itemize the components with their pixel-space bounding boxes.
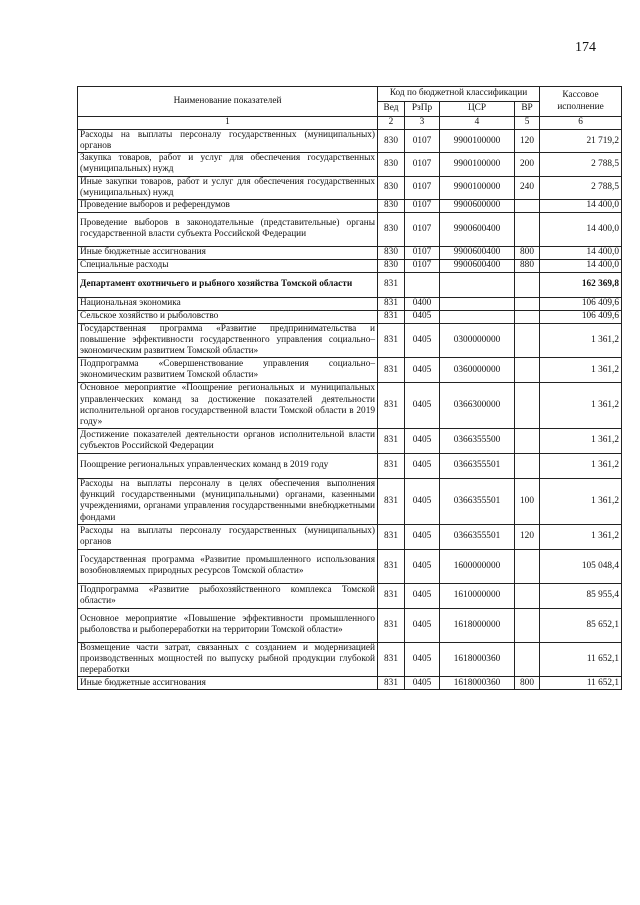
row-rzpr: 0405	[405, 358, 440, 383]
row-rzpr: 0405	[405, 383, 440, 429]
row-amount: 85 652,1	[540, 608, 622, 642]
row-ved: 831	[378, 549, 405, 583]
row-ved: 831	[378, 297, 405, 310]
row-name: Достижение показателей деятельности органов исполнительной власти субъектов Российской Федерации	[78, 429, 378, 454]
table-header	[78, 87, 622, 130]
table-row	[78, 454, 622, 479]
row-vr	[515, 212, 540, 246]
header-cash-execution: Кассовое исполнение	[540, 87, 622, 117]
budget-table	[77, 86, 622, 690]
row-amount: 1 361,2	[540, 479, 622, 525]
col-number: 6	[540, 117, 622, 130]
row-csr: 1600000000	[440, 549, 515, 583]
row-rzpr: 0405	[405, 583, 440, 608]
row-amount: 2 788,5	[540, 153, 622, 176]
row-vr: 240	[515, 176, 540, 199]
row-rzpr: 0405	[405, 524, 440, 549]
row-amount: 106 409,6	[540, 310, 622, 323]
row-amount: 14 400,0	[540, 259, 622, 272]
row-vr	[515, 383, 540, 429]
row-ved: 831	[378, 677, 405, 690]
row-csr: 1618000360	[440, 677, 515, 690]
row-csr: 9900100000	[440, 130, 515, 153]
row-rzpr: 0405	[405, 608, 440, 642]
row-amount: 21 719,2	[540, 130, 622, 153]
table-row	[78, 130, 622, 153]
header-csr: ЦСР	[440, 102, 515, 117]
row-rzpr: 0107	[405, 246, 440, 259]
row-name: Подпрограмма «Совершенствование управления социально–экономическим развитием Томской области»	[78, 358, 378, 383]
row-vr	[515, 429, 540, 454]
row-ved: 831	[378, 524, 405, 549]
row-csr: 1618000360	[440, 642, 515, 676]
table-row	[78, 524, 622, 549]
row-csr: 0366300000	[440, 383, 515, 429]
row-amount: 162 369,8	[540, 272, 622, 297]
row-vr: 120	[515, 130, 540, 153]
row-ved: 831	[378, 454, 405, 479]
row-vr: 800	[515, 246, 540, 259]
row-amount: 85 955,4	[540, 583, 622, 608]
row-ved: 831	[378, 642, 405, 676]
row-amount: 11 652,1	[540, 677, 622, 690]
row-name: Департамент охотничьего и рыбного хозяйства Томской области	[78, 272, 378, 297]
table-row	[78, 479, 622, 525]
row-amount: 1 361,2	[540, 358, 622, 383]
header-vr: ВР	[515, 102, 540, 117]
row-vr: 800	[515, 677, 540, 690]
row-amount: 11 652,1	[540, 642, 622, 676]
header-indicator: Наименование показателей	[78, 87, 378, 117]
row-ved: 831	[378, 479, 405, 525]
row-rzpr: 0107	[405, 176, 440, 199]
col-number: 5	[515, 117, 540, 130]
row-csr: 9900600400	[440, 246, 515, 259]
table-row	[78, 259, 622, 272]
row-name: Национальная экономика	[78, 297, 378, 310]
table-body	[78, 130, 622, 690]
row-name: Поощрение региональных управленческих команд в 2019 году	[78, 454, 378, 479]
row-ved: 830	[378, 153, 405, 176]
row-vr	[515, 358, 540, 383]
col-number: 4	[440, 117, 515, 130]
row-ved: 831	[378, 608, 405, 642]
row-name: Государственная программа «Развитие промышленного использования возобновляемых природных ресурсов Томской области»	[78, 549, 378, 583]
page-number: 174	[575, 40, 596, 55]
row-vr: 200	[515, 153, 540, 176]
row-amount: 14 400,0	[540, 212, 622, 246]
table-row	[78, 583, 622, 608]
col-number: 3	[405, 117, 440, 130]
table-row	[78, 176, 622, 199]
row-name: Проведение выборов в законодательные (представительные) органы государственной власти субъекта Российской Федерации	[78, 212, 378, 246]
row-ved: 831	[378, 323, 405, 357]
row-vr	[515, 549, 540, 583]
table-row	[78, 677, 622, 690]
table-row	[78, 246, 622, 259]
row-vr	[515, 608, 540, 642]
row-name: Сельское хозяйство и рыболовство	[78, 310, 378, 323]
row-rzpr: 0405	[405, 323, 440, 357]
row-csr: 0366355501	[440, 479, 515, 525]
row-vr	[515, 454, 540, 479]
row-csr: 0366355500	[440, 429, 515, 454]
row-vr	[515, 642, 540, 676]
row-ved: 831	[378, 310, 405, 323]
row-amount: 1 361,2	[540, 383, 622, 429]
header-rzpr: РзПр	[405, 102, 440, 117]
row-rzpr: 0405	[405, 454, 440, 479]
row-amount: 1 361,2	[540, 524, 622, 549]
row-csr: 1610000000	[440, 583, 515, 608]
table-row	[78, 272, 622, 297]
row-name: Расходы на выплаты персоналу государственных (муниципальных) органов	[78, 524, 378, 549]
row-amount: 14 400,0	[540, 199, 622, 212]
row-csr	[440, 297, 515, 310]
row-csr: 9900100000	[440, 153, 515, 176]
row-csr: 0300000000	[440, 323, 515, 357]
row-rzpr: 0107	[405, 212, 440, 246]
col-number: 1	[78, 117, 378, 130]
row-rzpr	[405, 272, 440, 297]
row-csr	[440, 272, 515, 297]
row-rzpr: 0405	[405, 479, 440, 525]
table-row	[78, 199, 622, 212]
row-csr: 9900600400	[440, 259, 515, 272]
header-budget-code-group: Код по бюджетной классификации	[378, 87, 540, 102]
row-rzpr: 0107	[405, 199, 440, 212]
col-number: 2	[378, 117, 405, 130]
row-name: Расходы на выплаты персоналу в целях обеспечения выполнения функций государственными (муниципальными) органами, казенными учреждениями, органами управления государственными внебюджетными фондами	[78, 479, 378, 525]
row-name: Основное мероприятие «Поощрение региональных и муниципальных управленческих команд за достижение показателей деятельности исполнительной органов государственной власти Томской области в 2019 году»	[78, 383, 378, 429]
row-ved: 830	[378, 246, 405, 259]
row-ved: 831	[378, 272, 405, 297]
row-amount: 14 400,0	[540, 246, 622, 259]
row-csr: 9900600400	[440, 212, 515, 246]
table-row	[78, 153, 622, 176]
row-vr	[515, 272, 540, 297]
row-rzpr: 0405	[405, 429, 440, 454]
row-rzpr: 0405	[405, 549, 440, 583]
row-csr: 0366355501	[440, 524, 515, 549]
row-rzpr: 0405	[405, 677, 440, 690]
row-amount: 1 361,2	[540, 323, 622, 357]
row-ved: 830	[378, 130, 405, 153]
row-ved: 831	[378, 383, 405, 429]
row-ved: 831	[378, 429, 405, 454]
row-rzpr: 0107	[405, 153, 440, 176]
row-csr: 9900600000	[440, 199, 515, 212]
row-amount: 105 048,4	[540, 549, 622, 583]
row-vr	[515, 323, 540, 357]
table-row	[78, 297, 622, 310]
table-row	[78, 323, 622, 357]
row-ved: 830	[378, 212, 405, 246]
row-amount: 1 361,2	[540, 454, 622, 479]
row-rzpr: 0405	[405, 642, 440, 676]
header-ved: Вед	[378, 102, 405, 117]
row-name: Иные бюджетные ассигнования	[78, 677, 378, 690]
row-ved: 830	[378, 259, 405, 272]
row-vr	[515, 297, 540, 310]
row-name: Основное мероприятие «Повышение эффективности промышленного рыболовства и рыбопереработки на территории Томской области»	[78, 608, 378, 642]
row-ved: 831	[378, 358, 405, 383]
table-row	[78, 310, 622, 323]
row-vr	[515, 583, 540, 608]
row-vr: 880	[515, 259, 540, 272]
row-vr: 100	[515, 479, 540, 525]
table-row	[78, 549, 622, 583]
row-name: Расходы на выплаты персоналу государственных (муниципальных) органов	[78, 130, 378, 153]
row-ved: 831	[378, 583, 405, 608]
row-name: Закупка товаров, работ и услуг для обеспечения государственных (муниципальных) нужд	[78, 153, 378, 176]
row-ved: 830	[378, 176, 405, 199]
row-csr: 0366355501	[440, 454, 515, 479]
row-rzpr: 0107	[405, 130, 440, 153]
row-vr	[515, 199, 540, 212]
row-name: Возмещение части затрат, связанных с созданием и модернизацией производственных мощностей по выпуску рыбной продукции глубокой переработки	[78, 642, 378, 676]
table-row	[78, 358, 622, 383]
row-name: Иные закупки товаров, работ и услуг для обеспечения государственных (муниципальных) нужд	[78, 176, 378, 199]
row-name: Проведение выборов и референдумов	[78, 199, 378, 212]
row-csr: 1618000000	[440, 608, 515, 642]
row-name: Иные бюджетные ассигнования	[78, 246, 378, 259]
row-amount: 2 788,5	[540, 176, 622, 199]
row-csr	[440, 310, 515, 323]
row-amount: 1 361,2	[540, 429, 622, 454]
row-name: Подпрограмма «Развитие рыбохозяйственного комплекса Томской области»	[78, 583, 378, 608]
row-rzpr: 0107	[405, 259, 440, 272]
row-csr: 0360000000	[440, 358, 515, 383]
table-row	[78, 383, 622, 429]
row-name: Государственная программа «Развитие предпринимательства и повышение эффективности государственного управления социально–экономическим развитием Томской области»	[78, 323, 378, 357]
row-amount: 106 409,6	[540, 297, 622, 310]
row-vr: 120	[515, 524, 540, 549]
table-row	[78, 608, 622, 642]
row-name: Специальные расходы	[78, 259, 378, 272]
row-rzpr: 0400	[405, 297, 440, 310]
table-row	[78, 429, 622, 454]
row-rzpr: 0405	[405, 310, 440, 323]
table-row	[78, 212, 622, 246]
row-ved: 830	[378, 199, 405, 212]
row-csr: 9900100000	[440, 176, 515, 199]
row-vr	[515, 310, 540, 323]
table-row	[78, 642, 622, 676]
